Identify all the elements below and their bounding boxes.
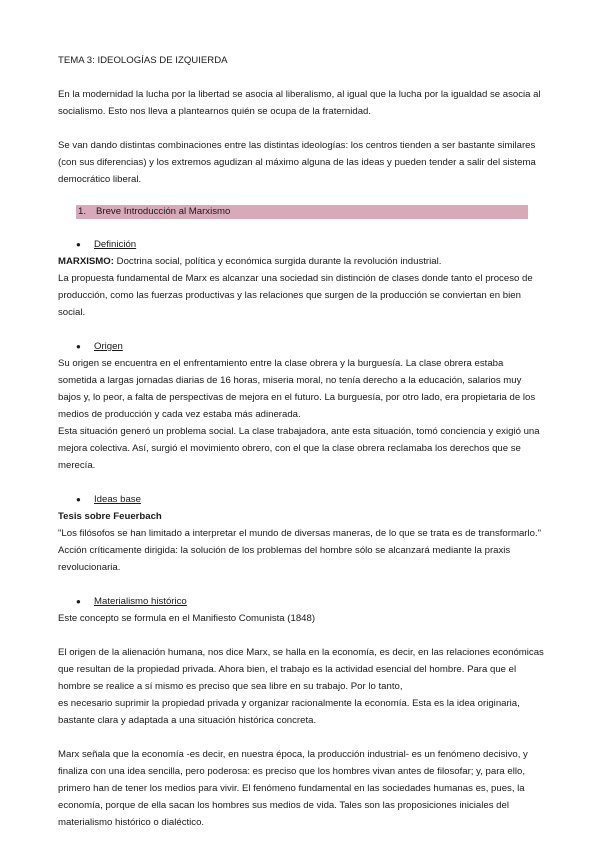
bullet-heading-ideas-base: Ideas base (94, 494, 141, 505)
definicion-term-line (58, 253, 544, 270)
bullet-definicion (58, 236, 544, 253)
bullet-icon: ● (76, 597, 81, 606)
origen-body-2: Esta situación generó un problema social. La clase trabajadora, ante esta situación, tomó conciencia y exigió una mejora colectiva. Así, surgió el movimiento obrero, con el que la clase obrera reclamaba los derechos que se merecía. (58, 426, 540, 471)
term-definition: Doctrina social, política y económica surgida durante la revolución industrial. (113, 256, 442, 267)
document-page (58, 52, 544, 831)
bullet-ideas-base (58, 491, 544, 508)
section-label: Breve Introducción al Marxismo (96, 206, 231, 217)
materialismo-body-2: Marx señala que la economía -es decir, en nuestra época, la producción industrial- es un fenómeno decisivo, y finaliza con una idea sencilla, pero poderosa: es preciso que los hombres vivan antes de filosofar; y, para ello, primero han de tener los medios para vivir. El fenómeno fundamental en las sociedades humanas es, pues, la economía, porque de ella sacan los hombres sus medios de vida. Tales son las proposiciones iniciales del materialismo histórico o dialéctico. (58, 749, 528, 828)
origen-body-1: Su origen se encuentra en el enfrentamiento entre la clase obrera y la burguesía. La clase obrera estaba sometida a largas jornadas diarias de 16 horas, miseria moral, no tenía derecho a la educación, salarios muy bajos y, lo peor, a falta de perspectivas de mejora en el futuro. La burguesía, por otro lado, era propietaria de los medios de producción y cada vez estaba más adinerada. (58, 358, 536, 420)
bullet-icon: ● (76, 240, 81, 249)
ideas-base-body: "Los filósofos se han limitado a interpretar el mundo de diversas maneras, de lo que se trata es de transformarlo." Acción críticamente dirigida: la solución de los problemas del hombre sólo se alcanzará mediante la praxis revolucionaria. (58, 528, 542, 573)
intro-paragraph-1: En la modernidad la lucha por la libertad se asocia al liberalismo, al igual que la lucha por la igualdad se asocia al socialismo. Esto nos lleva a plantearnos quién se ocupa de la fraternidad. (58, 89, 541, 117)
section-number: 1. (78, 206, 87, 217)
bullet-icon: ● (76, 342, 81, 351)
bullet-origen (58, 338, 544, 355)
definicion-body: La propuesta fundamental de Marx es alcanzar una sociedad sin distinción de clases donde tanto el proceso de producción, como las fuerzas productivas y las relaciones que surgen de la producción se conviertan en bien social. (58, 273, 533, 318)
bullet-heading-origen: Origen (94, 341, 123, 352)
bullet-materialismo (58, 593, 544, 610)
bullet-icon: ● (76, 495, 81, 504)
feuerbach-subheading: Tesis sobre Feuerbach (58, 511, 162, 522)
document-title: TEMA 3: IDEOLOGÍAS DE IZQUIERDA (58, 55, 228, 66)
bullet-heading-materialismo: Materialismo histórico (94, 596, 187, 607)
section-heading-1 (76, 205, 528, 219)
intro-paragraph-2: Se van dando distintas combinaciones entre las distintas ideologías: los centros tienden a ser bastante similares (con sus diferencias) y los extremos agudizan al máximo alguna de las ideas y pueden tender a salir del sistema democrático liberal. (58, 140, 536, 185)
materialismo-line: Este concepto se formula en el Manifiesto Comunista (1848) (58, 613, 316, 624)
materialismo-body-1b: es necesario suprimir la propiedad privada y organizar racionalmente la economía. Esta es la idea originaria, bastante clara y adaptada a una situación histórica concreta. (58, 698, 520, 726)
materialismo-body-1a: El origen de la alienación humana, nos dice Marx, se halla en la economía, es decir, en las relaciones económicas que resultan de la propiedad privada. Ahora bien, el trabajo es la actividad esencial del hombre. Para que el hombre se realice a sí mismo es preciso que sea libre en su trabajo. Por lo tanto, (58, 647, 544, 692)
term-marxismo: MARXISMO: (58, 256, 114, 267)
bullet-heading-definicion: Definición (94, 239, 137, 250)
